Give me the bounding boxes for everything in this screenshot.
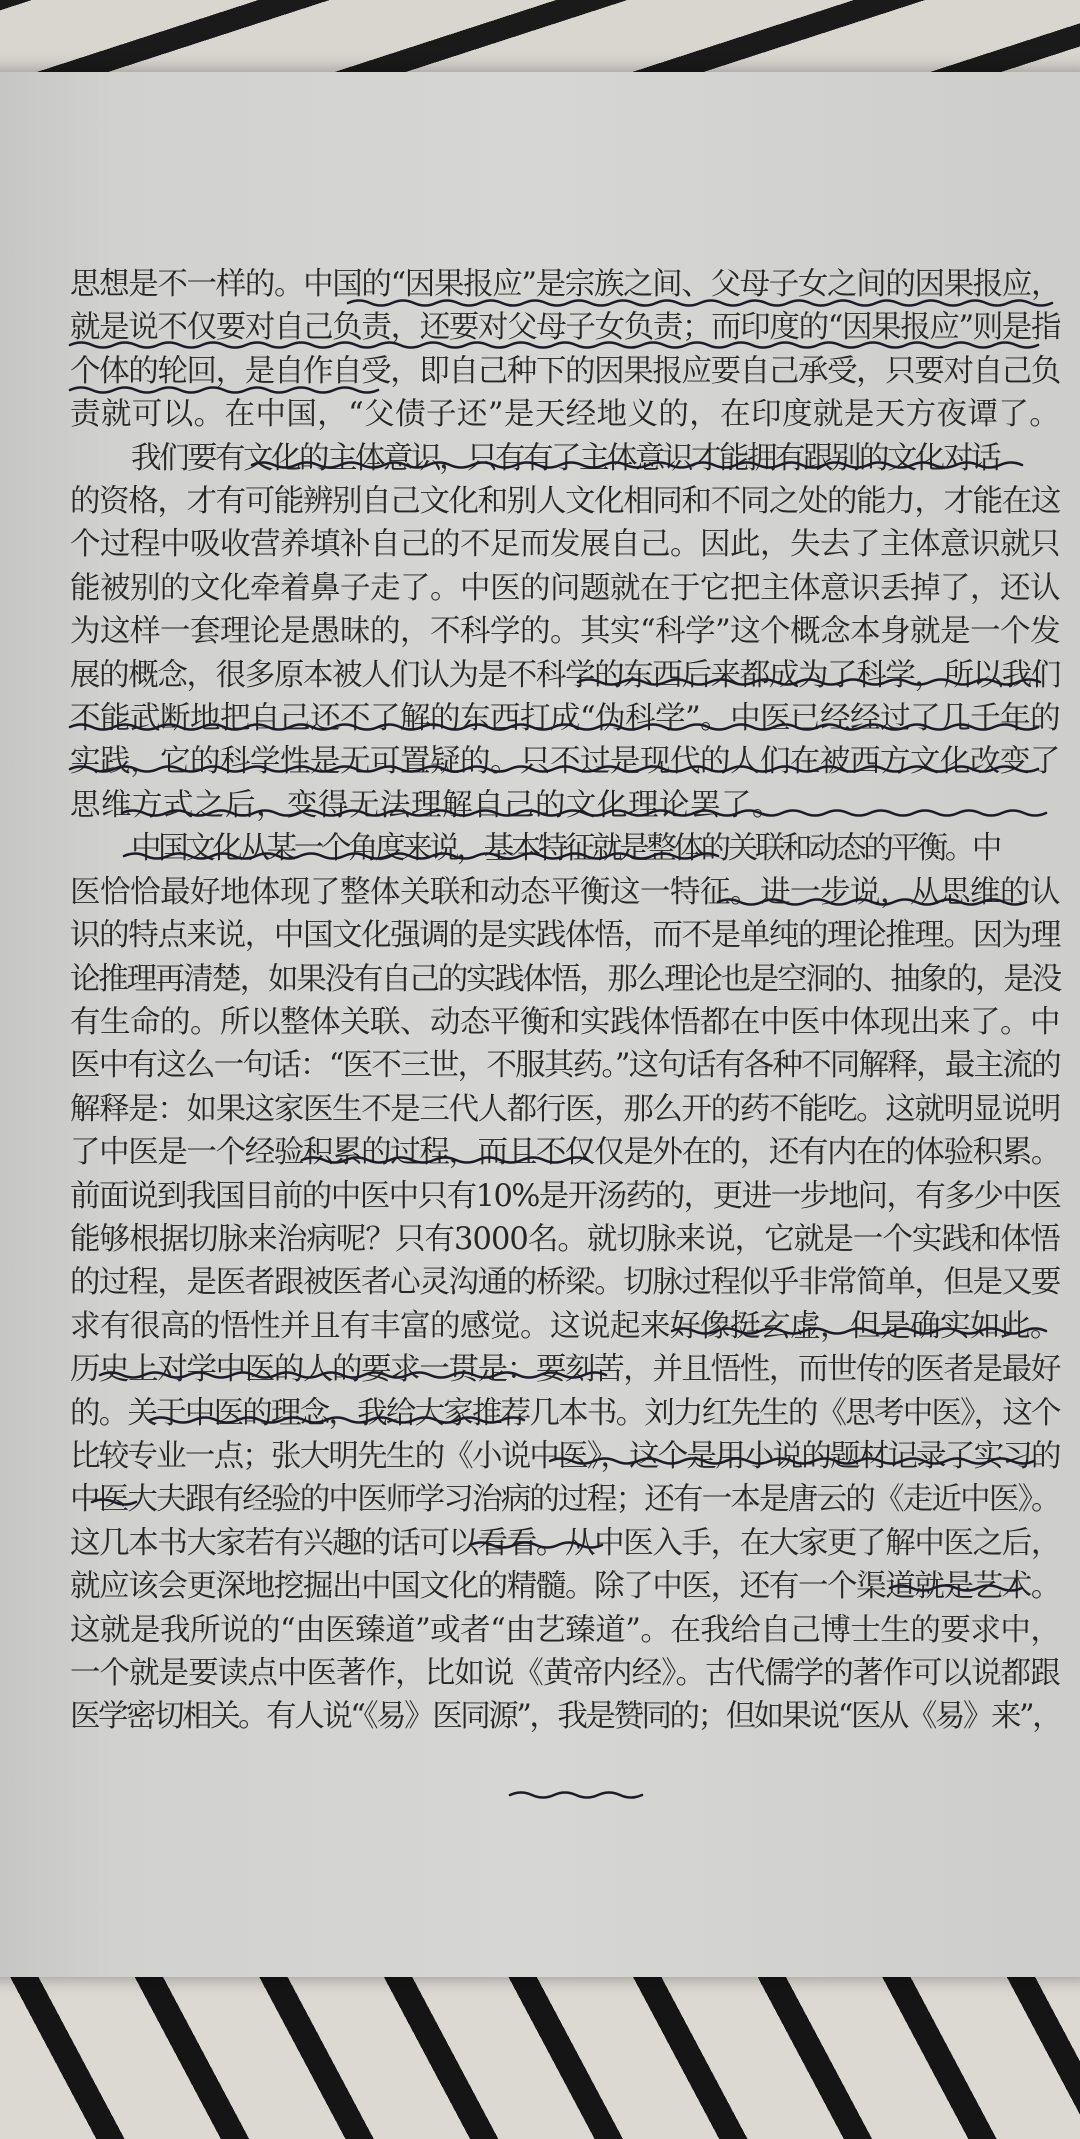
text-line: 能够根据切脉来治病呢？只有3000名。就切脉来说，它就是一个实践和体悟 [70,1221,1060,1257]
text-line: 个体的轮回，是自作自受，即自己种下的因果报应要自己承受，只要对自己负 [70,353,1060,389]
text-line: 了中医是一个经验积累的过程，而且不仅仅是外在的，还有内在的体验积累。 [70,1135,1060,1171]
fabric-background-bottom [0,1975,1080,2139]
page-text [70,263,1060,1739]
text-line: 我们要有文化的主体意识，只有有了主体意识才能拥有跟别的文化对话 [131,440,999,476]
text-line: 这就是我所说的“由医臻道”或者“由艺臻道”。在我给自己博士生的要求中， [70,1612,1061,1648]
text-line: 中医大夫跟有经验的中医师学习治病的过程；还有一本是唐云的《走近中医》。 [70,1482,1060,1518]
text-line: 医恰恰最好地体现了整体关联和动态平衡这一特征。进一步说，从思维的认 [70,874,1060,910]
text-line: 思想是不一样的。中国的“因果报应”是宗族之间、父母子女之间的因果报应， [70,267,1061,302]
paragraph-2 [70,437,1060,828]
text-line: 不能武断地把自己还不了解的东西打成“伪科学”。中医已经经过了几千年的 [70,701,1061,737]
text-line: 为这样一套理论是愚昧的，不科学的。其实“科学”这个概念本身就是一个发 [70,614,1061,650]
text-line: 论推理再清楚，如果没有自己的实践体悟，那么理论也是空洞的、抽象的，是没 [70,961,1060,997]
text-line: 有生命的。所以整体关联、动态平衡和实践体悟都在中医中体现出来了。中 [70,1004,1060,1040]
text-line: 求有很高的悟性并且有丰富的感觉。这说起来好像挺玄虚，但是确实如此。 [70,1308,1060,1344]
text-line: 个过程中吸收营养填补自己的不足而发展自己。因此，失去了主体意识就只 [70,527,1060,563]
text-line: 能被别的文化牵着鼻子走了。中医的问题就在于它把主体意识丢掉了，还认 [70,570,1060,606]
text-line: 识的特点来说，中国文化强调的是实践体悟，而不是单纯的理论推理。因为理 [70,918,1060,954]
text-line: 比较专业一点；张大明先生的《小说中医》，这个是用小说的题材记录了实习的 [70,1438,1060,1474]
paragraph-3 [70,827,1060,1739]
text-line: 中国文化从某一个角度来说，基本特征就是整体的关联和动态的平衡。中 [131,831,999,867]
text-line: 就应该会更深地挖掘出中国文化的精髓。除了中医，还有一个渠道就是艺术。 [70,1569,1060,1605]
text-line: 思维方式之后，变得无法理解自己的文化理论罢了。 [70,787,783,823]
text-line: 就是说不仅要对自己负责，还要对父母子女负责；而印度的“因果报应”则是指 [70,310,1061,346]
text-line: 的。关于中医的理念，我给大家推荐几本书。刘力红先生的《思考中医》，这个 [70,1395,1060,1431]
text-line: 医学密切相关。有人说“《易》医同源”，我是赞同的；但如果说“医从《易》来”， [70,1699,1061,1735]
text-line: 解释是：如果这家医生不是三代人都行医，那么开的药不能吃。这就明显说明 [70,1091,1060,1127]
text-line: 历史上对学中医的人的要求一贯是：要刻苦，并且悟性，而世传的医者是最好 [70,1352,1060,1388]
text-line: 前面说到我国目前的中医中只有10%是开汤药的，更进一步地问，有多少中医 [70,1178,1061,1214]
text-line: 的过程，是医者跟被医者心灵沟通的桥梁。切脉过程似乎非常简单，但是又要 [70,1265,1060,1301]
paragraph-1 [70,263,1060,437]
text-line: 的资格，才有可能辨别自己文化和别人文化相同和不同之处的能力，才能在这 [70,484,1060,520]
text-line: 展的概念，很多原本被人们认为是不科学的东西后来都成为了科学，所以我们 [70,657,1060,693]
text-line: 医中有这么一句话：“医不三世，不服其药。”这句话有各种不同解释，最主流的 [70,1048,1060,1084]
text-line: 这几本书大家若有兴趣的话可以看看。从中医入手，在大家更了解中医之后， [70,1525,1060,1561]
text-line: 实践，它的科学性是无可置疑的。只不过是现代的人们在被西方文化改变了 [70,744,1060,780]
text-line: 责就可以。在中国，“父债子还”是天经地义的，在印度就是天方夜谭了。 [70,397,1061,433]
text-line: 一个就是要读点中医著作，比如说《黄帝内经》。古代儒学的著作可以说都跟 [70,1656,1060,1691]
